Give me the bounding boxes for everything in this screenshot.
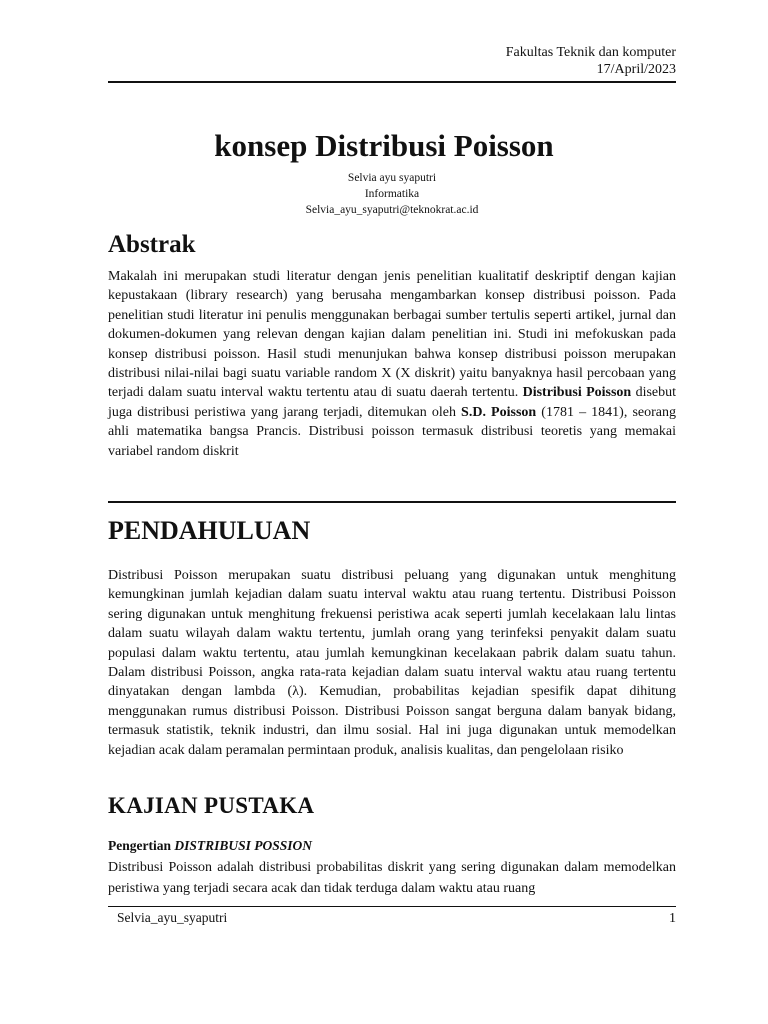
introduction-paragraph: Distribusi Poisson merupakan suatu distribusi peluang yang digunakan untuk menghitung kemungkinan jumlah kejadian dalam suatu interval waktu atau ruang tertentu. Distribusi Poisson sering digunakan untuk menghitung frekuensi peristiwa acak seperti jumlah kecelakaan lalu lintas dalam suatu wilayah dalam waktu tertentu, jumlah orang yang terinfeksi penyakit dalam suatu populasi dalam waktu tertentu, atau jumlah kemungkinan kecelakaan pabrik dalam suatu tahun. Dalam distribusi Poisson, angka rata-rata kejadian dalam suatu interval waktu atau ruang tertentu dinyatakan dengan lambda (λ). Kemudian, probabilitas kejadian spesifik dapat dihitung menggunakan rumus distribusi Poisson. Distribusi Poisson sangat berguna dalam banyak bidang, termasuk statistik, teknik industri, dan ilmu sosial. Hal ini juga digunakan untuk memodelkan kejadian acak dalam peramalan permintaan produk, analisis kualitas, dan pengelolaan risiko [108,568,676,758]
header-date: 17/April/2023 [596,62,676,77]
page-header [506,44,676,78]
header-institution: Fakultas Teknik dan komputer [505,45,676,60]
header-rule [108,81,676,83]
introduction-heading: PENDAHULUAN [108,516,311,545]
abstract-bold-name: S.D. Poisson [461,404,537,420]
abstract-text-2: disebut juga distribusi peristiwa yang jarang terjadi, ditemukan oleh [108,385,677,420]
footer-rule [108,906,676,907]
paper-title: konsep Distribusi Poisson [214,128,554,163]
literature-heading: KAJIAN PUSTAKA [108,793,315,818]
abstract-paragraph [108,267,676,461]
abstract-bold-term: Distribusi Poisson [522,385,632,401]
author-program: Informatika [364,188,420,200]
literature-subheading [108,838,312,854]
abstract-text-1: Makalah ini merupakan studi literatur dengan jenis penelitian kualitatif deskriptif dengan kajian kepustakaan (library research) yang berusaha mengambarkan konsep distribusi poisson. Pada penelitian studi literatur ini penulis menggunakan berbagai sumber tertulis seperti artikel, jurnal dan dokumen-dokumen yang relevan dengan kajian dalam penelitian ini. Studi ini mefokuskan pada konsep distribusi poisson. Hasil studi menunjukan bahwa konsep distribusi poisson merupakan distribusi nilai-nilai bagi suatu variable random X (X diskrit) yaitu banyaknya hasil percobaan yang terjadi dalam suatu interval waktu tertentu atau di suatu daerah tertentu. [108,269,676,401]
literature-paragraph: Distribusi Poisson adalah distribusi probabilitas diskrit yang sering digunakan dalam memodelkan peristiwa yang terjadi secara acak dan tidak terduga dalam waktu atau ruang [108,860,676,896]
abstract-heading: Abstrak [108,231,196,258]
footer-author: Selvia_ayu_syaputri [117,910,228,925]
subheading-prefix: Pengertian [108,838,175,853]
subheading-italic: DISTRIBUSI POSSION [174,838,313,853]
author-name: Selvia ayu syaputri [347,172,437,184]
page-number: 1 [669,911,676,926]
author-block [0,170,768,218]
abstract-text-3: (1781 – 1841), seorang ahli matematika bangsa Prancis. Distribusi poisson termasuk distribusi teoretis yang memakai variabel random diskrit [108,404,676,459]
section-divider [108,501,676,503]
author-email: Selvia_ayu_syaputri@teknokrat.ac.id [305,204,479,216]
